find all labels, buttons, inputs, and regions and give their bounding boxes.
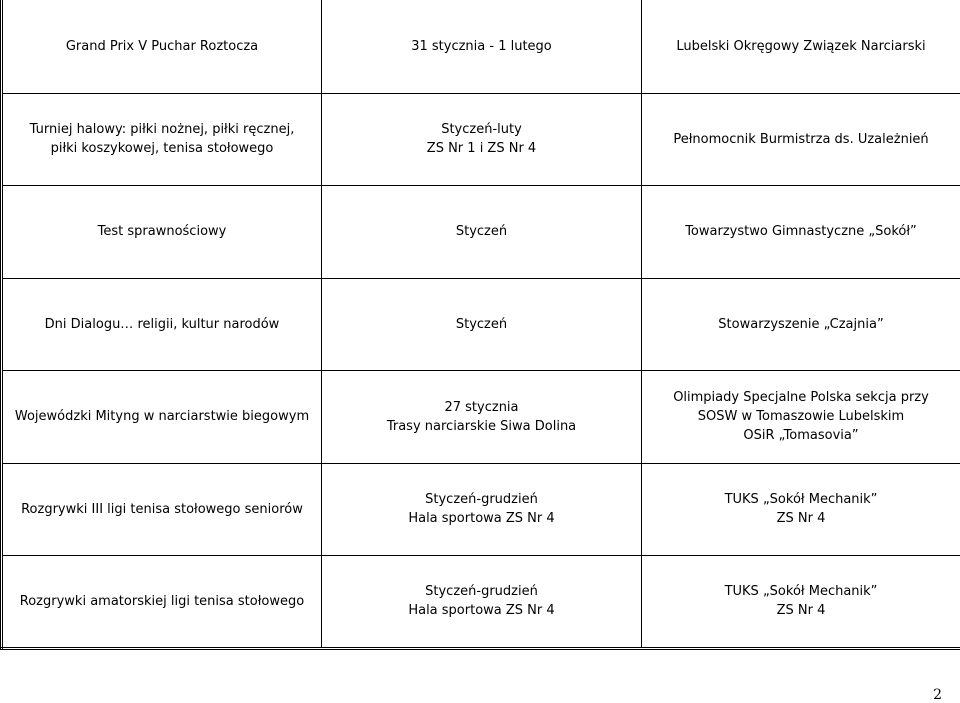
organizer-cell: Stowarzyszenie „Czajnia” (642, 278, 960, 370)
date-cell: Styczeń-luty ZS Nr 1 i ZS Nr 4 (322, 93, 642, 185)
organizer-cell: Olimpiady Specjalne Polska sekcja przy SOSW w Tomaszowie Lubelskim OSiR „Tomasovia” (642, 370, 960, 463)
organizer-cell: TUKS „Sokół Mechanik” ZS Nr 4 (642, 463, 960, 555)
date-cell: Styczeń-grudzień Hala sportowa ZS Nr 4 (322, 463, 642, 555)
organizer-cell: Towarzystwo Gimnastyczne „Sokół” (642, 185, 960, 278)
date-cell: 31 stycznia - 1 lutego (322, 0, 642, 93)
event-cell: Turniej halowy: piłki nożnej, piłki ręcznej, piłki koszykowej, tenisa stołowego (2, 93, 322, 185)
event-cell: Test sprawnościowy (2, 185, 322, 278)
date-cell: Styczeń (322, 185, 642, 278)
event-cell: Wojewódzki Mityng w narciarstwie biegowym (2, 370, 322, 463)
table-row (2, 185, 960, 278)
event-cell: Rozgrywki III ligi tenisa stołowego seniorów (2, 463, 322, 555)
table-row (2, 93, 960, 185)
table-row (2, 555, 960, 648)
organizer-cell: Pełnomocnik Burmistrza ds. Uzależnień (642, 93, 960, 185)
event-cell: Rozgrywki amatorskiej ligi tenisa stołowego (2, 555, 322, 648)
page-number: 2 (933, 687, 942, 703)
organizer-cell: Lubelski Okręgowy Związek Narciarski (642, 0, 960, 93)
date-cell: Styczeń (322, 278, 642, 370)
event-cell: Grand Prix V Puchar Roztocza (2, 0, 322, 93)
table-row (2, 278, 960, 370)
date-cell: Styczeń-grudzień Hala sportowa ZS Nr 4 (322, 555, 642, 648)
event-cell: Dni Dialogu… religii, kultur narodów (2, 278, 322, 370)
date-cell: 27 stycznia Trasy narciarskie Siwa Dolina (322, 370, 642, 463)
table-row (2, 463, 960, 555)
table-row (2, 0, 960, 93)
table-row (2, 370, 960, 463)
organizer-cell: TUKS „Sokół Mechanik” ZS Nr 4 (642, 555, 960, 648)
